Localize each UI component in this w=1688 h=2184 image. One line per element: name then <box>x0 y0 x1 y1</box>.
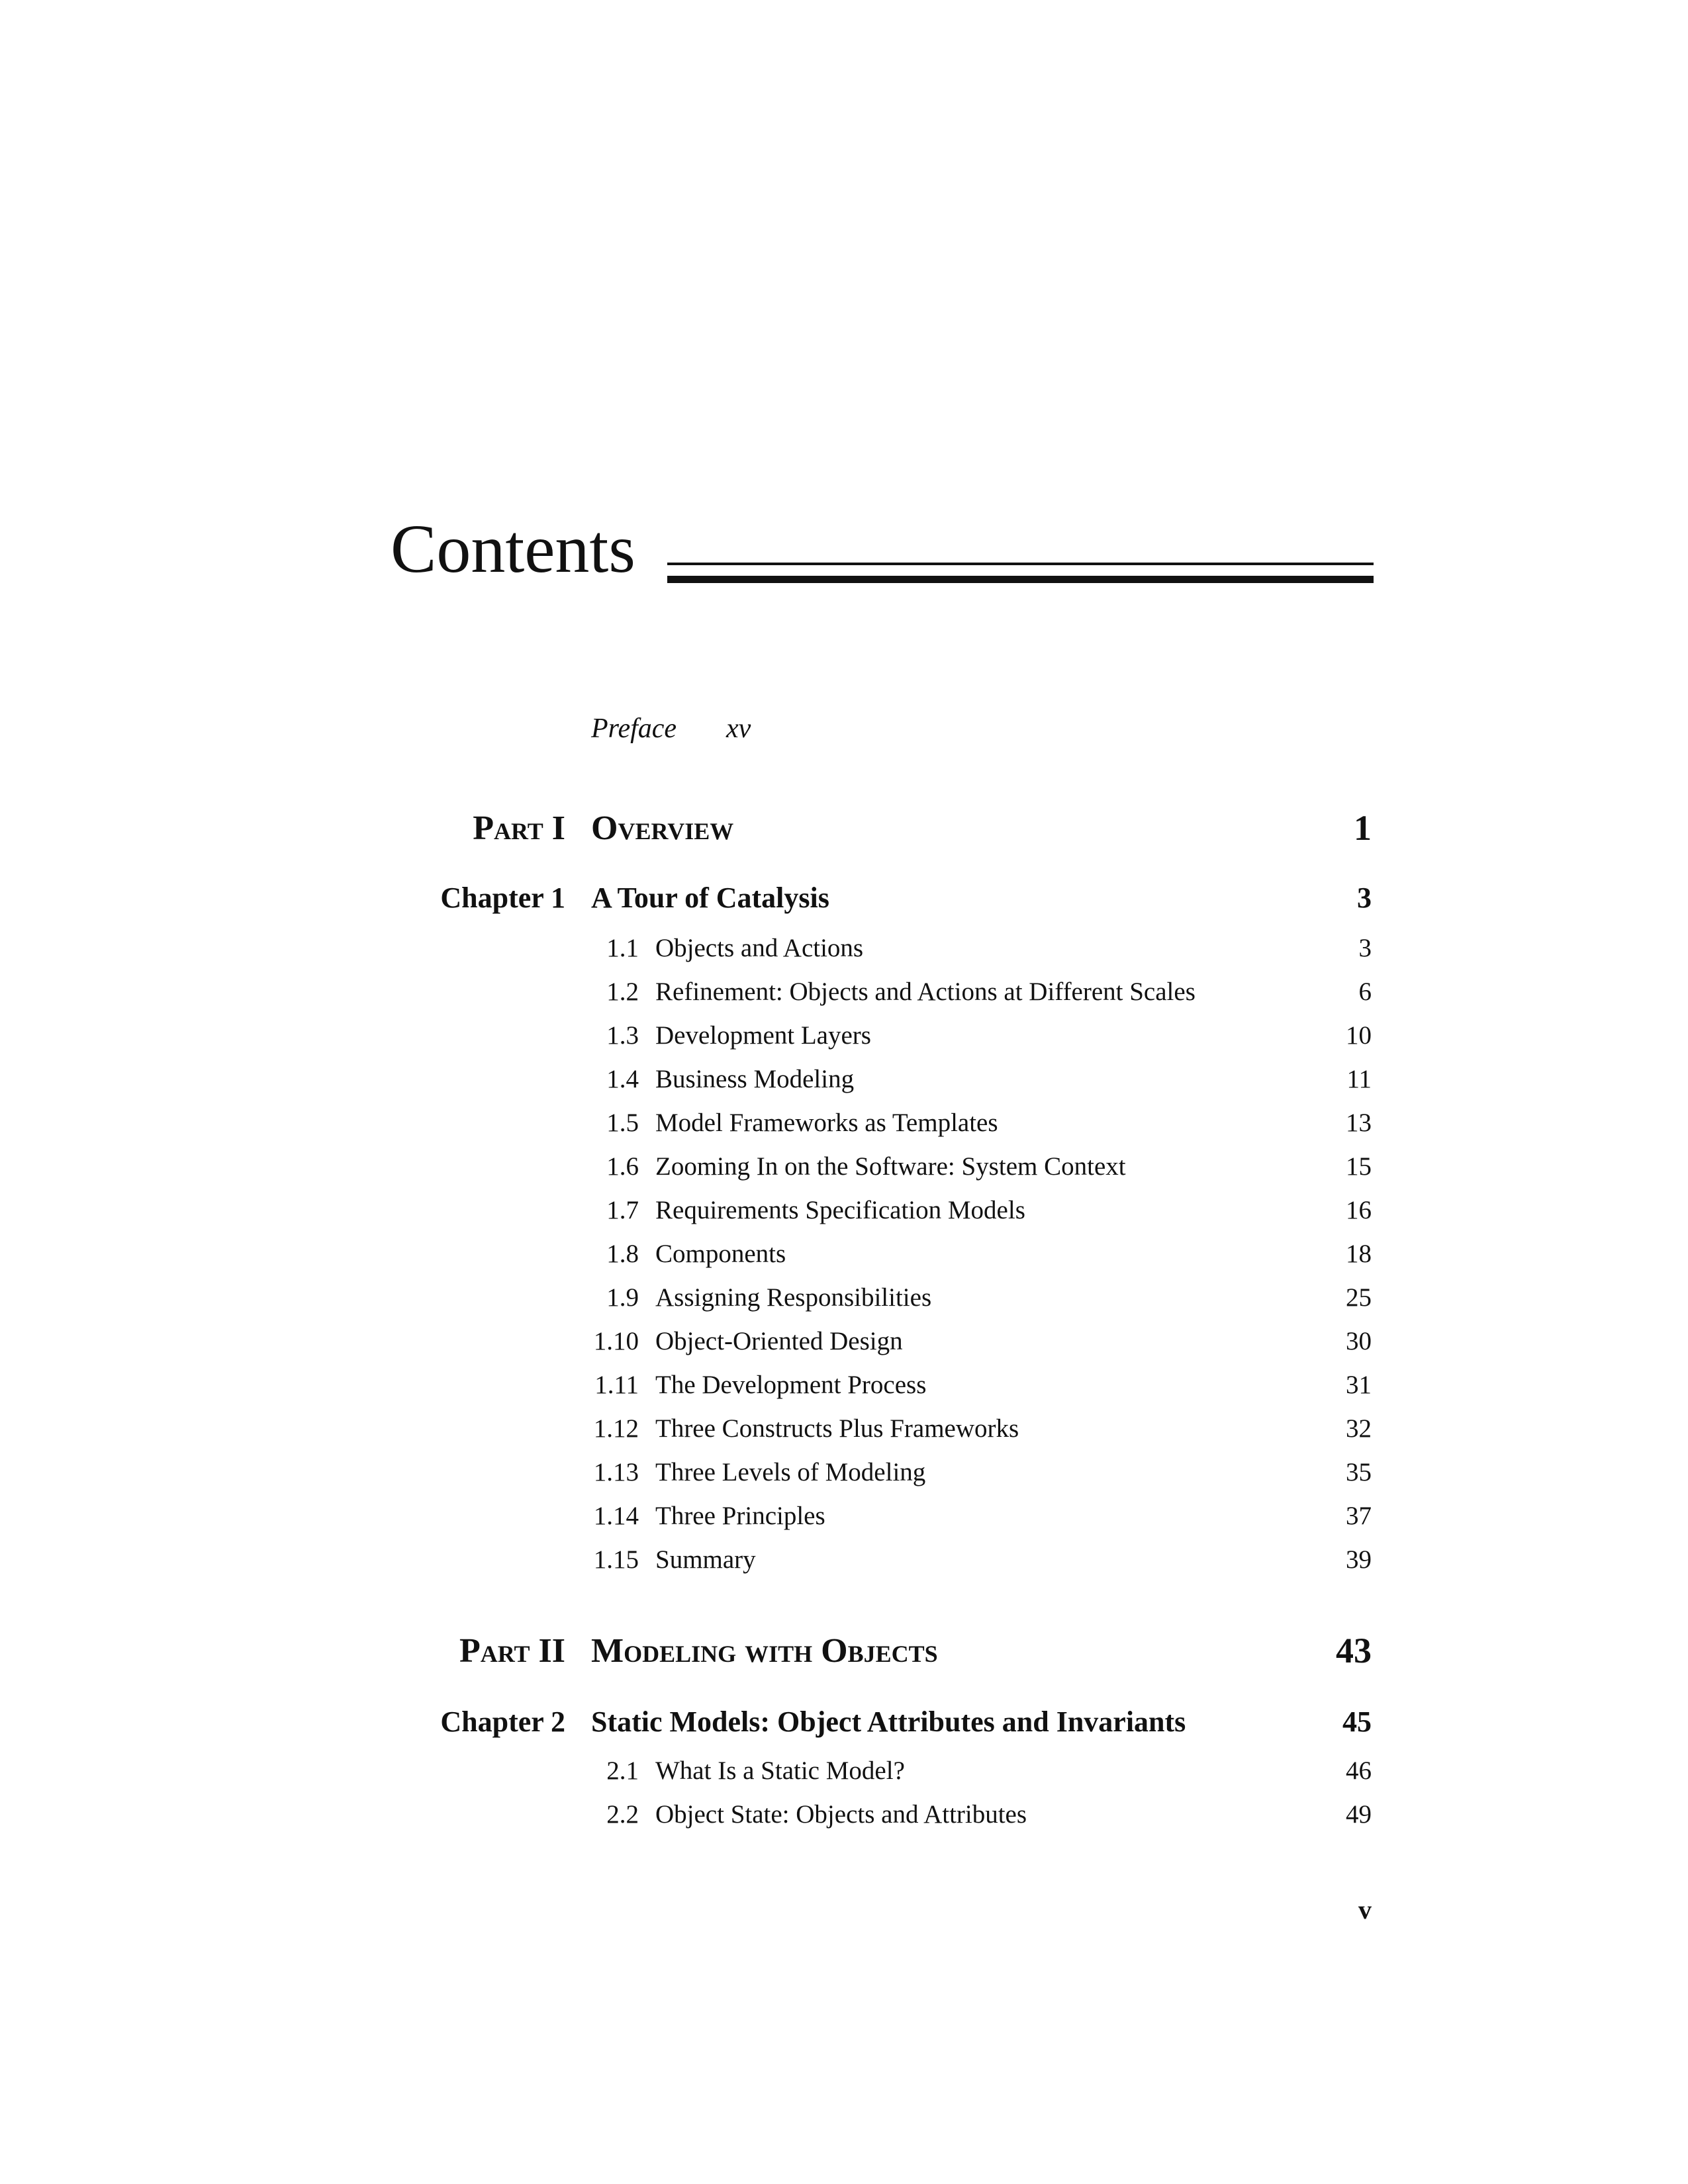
section-page: 3 <box>1358 934 1372 962</box>
section-number: 1.5 <box>606 1109 639 1137</box>
section-number: 1.13 <box>593 1458 639 1486</box>
section-page: 10 <box>1346 1021 1372 1050</box>
chapter-title[interactable]: A Tour of Catalysis <box>591 882 829 914</box>
section-page: 18 <box>1346 1240 1372 1268</box>
chapter-label: Chapter 1 <box>440 882 565 914</box>
preface-label[interactable]: Preface <box>591 713 677 744</box>
section-title[interactable]: Summary <box>655 1545 756 1574</box>
section-number: 1.4 <box>606 1065 639 1093</box>
section-number: 1.6 <box>606 1152 639 1181</box>
preface-page: xv <box>726 713 751 744</box>
section-title[interactable]: Components <box>655 1240 786 1268</box>
section-number: 1.1 <box>606 934 639 962</box>
section-title[interactable]: Three Levels of Modeling <box>655 1458 926 1486</box>
section-number: 1.8 <box>606 1240 639 1268</box>
section-title[interactable]: Development Layers <box>655 1021 871 1050</box>
section-number: 1.7 <box>606 1196 639 1224</box>
section-title[interactable]: Model Frameworks as Templates <box>655 1109 998 1137</box>
chapter-label: Chapter 2 <box>440 1706 565 1738</box>
section-title[interactable]: Object-Oriented Design <box>655 1327 903 1355</box>
page-title: Contents <box>391 511 635 587</box>
section-title[interactable]: Refinement: Objects and Actions at Different Scales <box>655 978 1196 1006</box>
section-title[interactable]: Assigning Responsibilities <box>655 1283 932 1312</box>
section-number: 1.10 <box>593 1327 639 1355</box>
section-number: 1.3 <box>606 1021 639 1050</box>
section-number: 1.9 <box>606 1283 639 1312</box>
chapter-page: 3 <box>1357 882 1372 914</box>
section-title[interactable]: Three Principles <box>655 1502 825 1530</box>
section-page: 25 <box>1346 1283 1372 1312</box>
section-number: 1.14 <box>593 1502 639 1530</box>
section-title[interactable]: Objects and Actions <box>655 934 864 962</box>
section-number: 2.2 <box>606 1800 639 1829</box>
section-number: 1.11 <box>594 1371 639 1399</box>
section-number: 1.12 <box>593 1414 639 1443</box>
section-page: 39 <box>1346 1545 1372 1574</box>
part-title[interactable]: Modeling with Objects <box>591 1632 938 1670</box>
section-number: 1.15 <box>593 1545 639 1574</box>
section-page: 16 <box>1346 1196 1372 1224</box>
part-label: Part I <box>473 809 565 847</box>
title-rule-thin <box>667 563 1374 565</box>
section-number: 2.1 <box>606 1756 639 1785</box>
section-page: 49 <box>1346 1800 1372 1829</box>
section-page: 13 <box>1346 1109 1372 1137</box>
chapter-page: 45 <box>1342 1706 1372 1738</box>
section-title[interactable]: Three Constructs Plus Frameworks <box>655 1414 1019 1443</box>
section-title[interactable]: The Development Process <box>655 1371 927 1399</box>
part-page: 1 <box>1354 808 1372 848</box>
section-title[interactable]: Zooming In on the Software: System Context <box>655 1152 1126 1181</box>
part-label: Part II <box>459 1632 565 1670</box>
section-page: 11 <box>1346 1065 1372 1093</box>
section-page: 31 <box>1346 1371 1372 1399</box>
section-page: 37 <box>1346 1502 1372 1530</box>
page-number: v <box>1358 1895 1372 1925</box>
part-title[interactable]: Overview <box>591 809 734 847</box>
section-title[interactable]: Requirements Specification Models <box>655 1196 1025 1224</box>
section-number: 1.2 <box>606 978 639 1006</box>
section-title[interactable]: Object State: Objects and Attributes <box>655 1800 1027 1829</box>
section-title[interactable]: What Is a Static Model? <box>655 1756 905 1785</box>
part-page: 43 <box>1336 1631 1372 1670</box>
chapter-title[interactable]: Static Models: Object Attributes and Invariants <box>591 1706 1186 1738</box>
section-page: 46 <box>1346 1756 1372 1785</box>
section-title[interactable]: Business Modeling <box>655 1065 855 1093</box>
section-page: 35 <box>1346 1458 1372 1486</box>
section-page: 30 <box>1346 1327 1372 1355</box>
section-page: 15 <box>1346 1152 1372 1181</box>
title-rule-thick <box>667 576 1374 583</box>
section-page: 32 <box>1346 1414 1372 1443</box>
section-page: 6 <box>1358 978 1372 1006</box>
